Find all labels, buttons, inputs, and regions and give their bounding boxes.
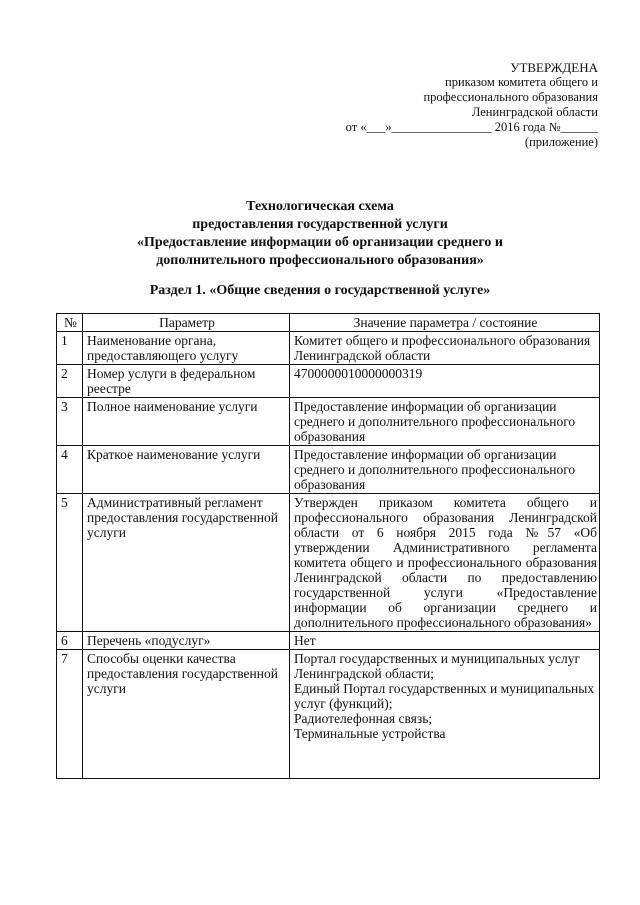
table-row <box>57 365 600 398</box>
row-parameter: Перечень «подуслуг» <box>83 632 290 650</box>
title-line: «Предоставление информации об организации среднего и <box>137 235 503 250</box>
row-value: 4700000010000000319 <box>290 365 600 398</box>
quality-method-item: Терминальные устройства <box>294 726 446 741</box>
title-line: дополнительного профессионального образования» <box>156 253 484 268</box>
row-parameter: Номер услуги в федеральном реестре <box>83 365 290 398</box>
row-number: 7 <box>57 650 83 779</box>
approval-heading: УТВЕРЖДЕНА <box>510 60 598 75</box>
row-value: Комитет общего и профессионального образования Ленинградской области <box>290 332 600 365</box>
table-row <box>57 398 600 446</box>
title-line: предоставления государственной услуги <box>192 217 448 232</box>
row-value <box>290 650 600 779</box>
row-number: 4 <box>57 446 83 494</box>
title-line: Технологическая схема <box>246 199 394 214</box>
row-parameter: Краткое наименование услуги <box>83 446 290 494</box>
table-row <box>57 446 600 494</box>
approval-note: (приложение) <box>524 135 598 149</box>
section-title: Раздел 1. «Общие сведения о государственной услуге» <box>149 283 491 298</box>
table-row <box>57 632 600 650</box>
row-parameter: Полное наименование услуги <box>83 398 290 446</box>
row-parameter: Наименование органа, предоставляющего услугу <box>83 332 290 365</box>
approval-block <box>298 60 598 150</box>
row-value: Утвержден приказом комитета общего и профессионального образования Ленинградской области от 6 ноября 2015 года №57 «Об утверждении Административного регламента комитета общего и профессионального образования Ленинградской области по предоставлению государственной услуги «Предоставление информации об организации среднего и дополнительного профессионального образования» <box>290 494 600 632</box>
quality-method-item: Радиотелефонная связь; <box>294 711 433 726</box>
quality-method-item: Портал государственных и муниципальных услуг Ленинградской области; <box>294 651 580 681</box>
row-value: Предоставление информации об организации среднего и дополнительного профессионального образования <box>290 446 600 494</box>
column-header-parameter: Параметр <box>83 314 290 332</box>
parameters-table <box>56 313 600 779</box>
column-header-value: Значение параметра / состояние <box>290 314 600 332</box>
table-row <box>57 332 600 365</box>
approval-line: Ленинградской области <box>471 105 598 119</box>
approval-line: приказом комитета общего и <box>445 75 598 89</box>
row-parameter: Способы оценки качества предоставления государственной услуги <box>83 650 290 779</box>
table-row <box>57 650 600 779</box>
row-number: 1 <box>57 332 83 365</box>
approval-line: профессионального образования <box>423 90 598 104</box>
row-number: 2 <box>57 365 83 398</box>
table-header-row <box>57 314 600 332</box>
row-value: Предоставление информации об организации среднего и дополнительного профессионального образования <box>290 398 600 446</box>
row-number: 5 <box>57 494 83 632</box>
row-parameter: Административный регламент предоставления государственной услуги <box>83 494 290 632</box>
row-number: 6 <box>57 632 83 650</box>
quality-method-item: Единый Портал государственных и муниципальных услуг (функций); <box>294 681 595 711</box>
table-row <box>57 494 600 632</box>
document-title <box>0 198 640 270</box>
row-value: Нет <box>290 632 600 650</box>
column-header-number: № <box>57 314 83 332</box>
row-number: 3 <box>57 398 83 446</box>
approval-date-line: от «___»________________ 2016 года №______ <box>345 120 598 134</box>
